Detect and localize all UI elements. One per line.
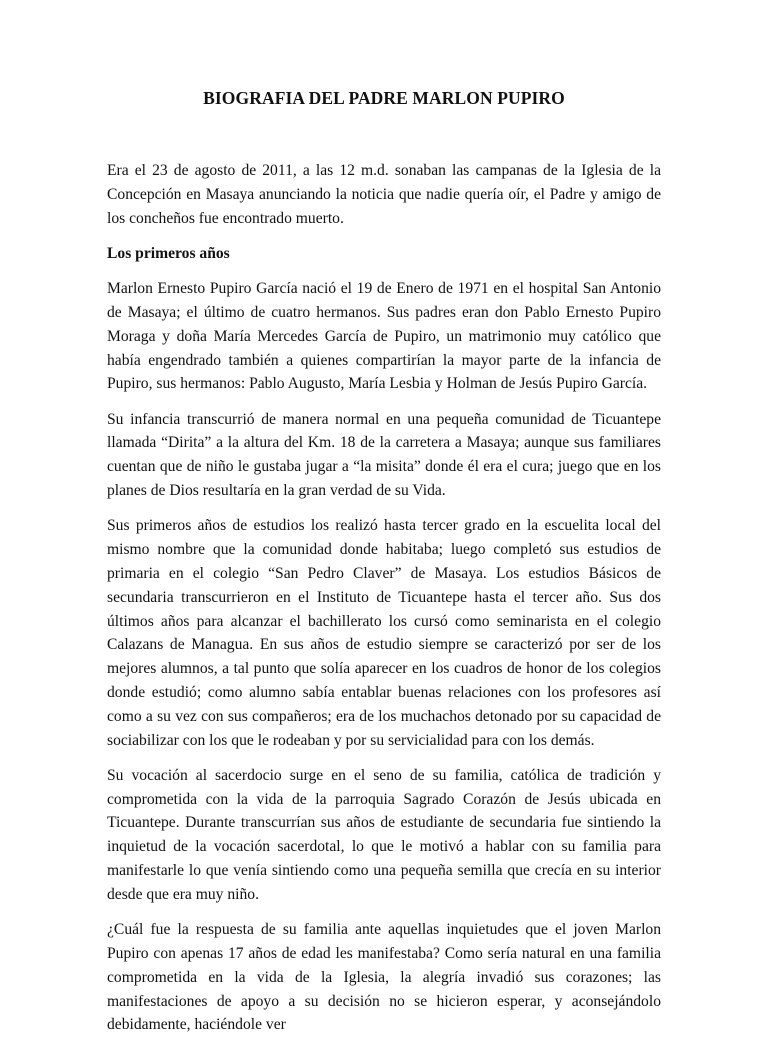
- paragraph-childhood: Su infancia transcurrió de manera normal en una pequeña comunidad de Ticuantepe llamada “Dirita” a la altura del Km. 18 de la carretera a Masaya; aunque sus familiares cuentan que de niño le gustaba jugar a “la misita” donde él era el cura; juego que en los planes de Dios resultaría en la gran verdad de su Vida.: [107, 410, 661, 500]
- paragraph-vocation: Su vocación al sacerdocio surge en el seno de su familia, católica de tradición y comprometida con la vida de la parroquia Sagrado Corazón de Jesús ubicada en Ticuantepe. Durante transcurrían sus años de estudiante de secundaria fue sintiendo la inquietud de la vocación sacerdotal, lo que le motivó a hablar con su familia para manifestarle lo que venía sintiendo como una pequeña semilla que crecía en su interior desde que era muy niño.: [107, 766, 661, 903]
- document-body: [107, 159, 661, 1049]
- document-title: BIOGRAFIA DEL PADRE MARLON PUPIRO: [203, 88, 565, 108]
- paragraph-family-response: ¿Cuál fue la respuesta de su familia ante aquellas inquietudes que el joven Marlon Pupiro con apenas 17 años de edad les manifestaba? Como sería natural en una familia comprometida en la vida de la Iglesia, la alegría invadió sus corazones; las manifestaciones de apoyo a su decisión no se hicieron esperar, y aconsejándolo debidamente, haciéndole ver: [107, 921, 661, 1034]
- paragraph-intro: Era el 23 de agosto de 2011, a las 12 m.d. sonaban las campanas de la Iglesia de la Concepción en Masaya anunciando la noticia que nadie quería oír, el Padre y amigo de los concheños fue encontrado muerto.: [107, 162, 661, 227]
- paragraph-studies: Sus primeros años de estudios los realizó hasta tercer grado en la escuelita local del mismo nombre que la comunidad donde habitaba; luego completó sus estudios de primaria en el colegio “San Pedro Claver” de Masaya. Los estudios Básicos de secundaria transcurrieron en el Instituto de Ticuantepe hasta el tercer año. Sus dos últimos años para alcanzar el bachillerato los cursó como seminarista en el colegio Calazans de Managua. En sus años de estudio siempre se caracterizó por ser de los mejores alumnos, a tal punto que solía aparecer en los cuadros de honor de los colegios donde estudió; como alumno sabía entablar buenas relaciones con los profesores así como a su vez con sus compañeros; era de los muchachos detonado por su capacidad de sociabilizar con los que le rodeaban y por su servicialidad para con los demás.: [107, 517, 661, 749]
- section-heading: Los primeros años: [107, 244, 230, 262]
- paragraph-birth: Marlon Ernesto Pupiro García nació el 19 de Enero de 1971 en el hospital San Antonio de Masaya; el último de cuatro hermanos. Sus padres eran don Pablo Ernesto Pupiro Moraga y doña María Mercedes García de Pupiro, un matrimonio muy católico que había engendrado también a quienes compartirían la mayor parte de la infancia de Pupiro, sus hermanos: Pablo Augusto, María Lesbia y Holman de Jesús Pupiro García.: [107, 280, 661, 393]
